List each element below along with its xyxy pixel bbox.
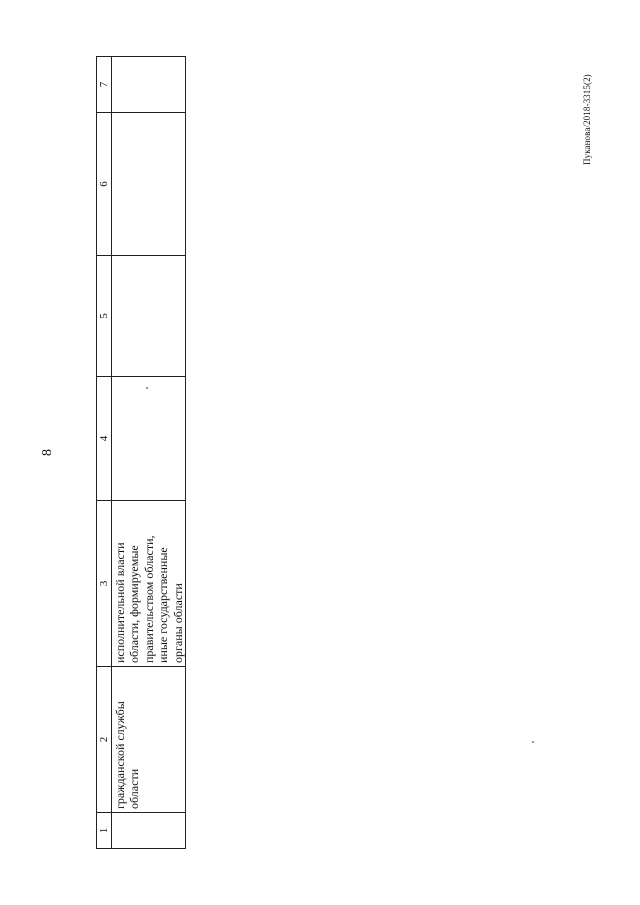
cell-col6-text [112,116,113,252]
scan-speck [146,387,148,389]
header-cell-5: 5 [97,256,112,377]
cell-col3-text: исполнительной власти области, формируемые правительством области, иные государственные органы области [113,535,185,663]
page-number: 8 [40,449,55,456]
cell-col1 [112,813,186,849]
header-cell-1: 1 [97,813,112,849]
cell-col4 [112,377,186,501]
cell-col1-text [112,816,113,845]
header-cell-7: 7 [97,57,112,113]
cell-col4-text [112,380,113,497]
header-cell-4: 4 [97,377,112,501]
cell-col5 [112,256,186,377]
header-cell-6: 6 [97,113,112,256]
cell-col3 [112,501,186,667]
header-cell-2: 2 [97,667,112,813]
cell-col2-text: гражданской службы области [113,701,142,809]
scan-speck [532,741,534,743]
cell-col6 [112,113,186,256]
cell-col7 [112,57,186,113]
header-cell-3: 3 [97,501,112,667]
cell-col7-text [112,60,113,109]
data-table [96,56,186,849]
table-row [112,57,186,849]
document-code: Пуканова/2018-3315(2) [582,74,592,165]
cell-col2 [112,667,186,813]
table-header-row [97,57,112,849]
cell-col5-text [112,259,113,373]
